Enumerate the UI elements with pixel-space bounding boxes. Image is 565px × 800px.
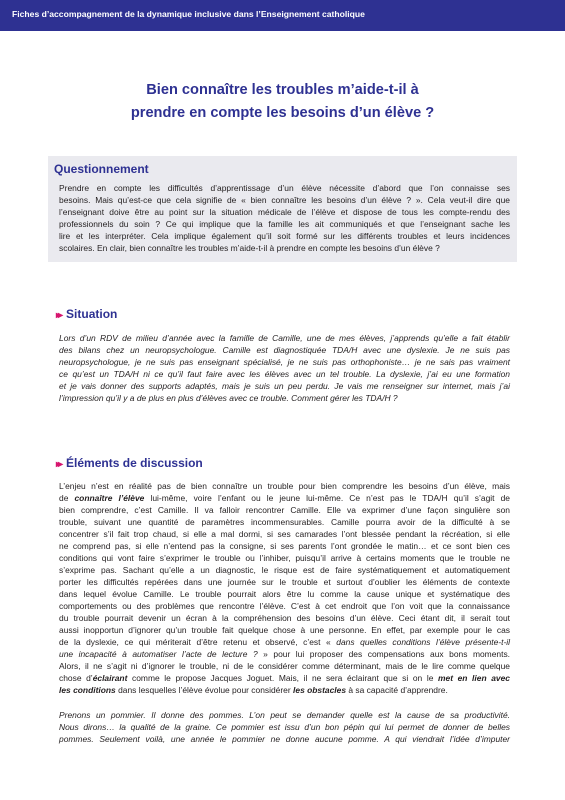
discussion-line: comportements ou des problèmes que rencontre l’élève. C’est à cet endroit que l’on voit que la connaissance	[59, 601, 510, 611]
discussion-line: ne comprend pas, si elle n’entend pas la consigne, si ses parents l’ont grondée le matin… et ce sont bien ces	[59, 541, 510, 551]
discussion-line: du trouble pourrait devenir un écran à la compréhension des besoins d’un élève. Ceci étant dit, il serait tout	[59, 613, 510, 623]
situation-line: des bilans chez un neuropsychologue. Camille est diagnostiquée TDA/H avec une dyslexie. Je ne suis pas	[59, 345, 510, 355]
questionnement-line: professionnels du soin ? Ce qui implique que la famille les ait communiqués et que l’enseignant sache les	[59, 219, 510, 229]
emphasis-text: éclairant	[92, 673, 128, 683]
double-arrow-icon: ▸▸	[56, 459, 61, 470]
double-arrow-icon: ▸▸	[56, 310, 61, 321]
discussion-line: aussi inopportun d’ignorer qu’un trouble fait quelque chose à une personne. En effet, par exemple pour le cas	[59, 625, 510, 635]
emphasis-text: les obstacles	[293, 685, 347, 695]
questionnement-heading: Questionnement	[54, 162, 149, 176]
situation-line: Lors d’un RDV de milieu d’année avec la famille de Camille, une de mes élèves, j’apprends qu’elle a fait établir	[59, 333, 510, 343]
discussion-line: trouble, suivant une quantité de paramètres incommensurables. Camille pourra avoir de la difficulté à se	[59, 517, 510, 527]
discussion-line: les conditions dans lesquelles l’élève évolue pour considérer les obstacles à sa capacité d’apprendre.	[59, 685, 448, 695]
discussion-line: bien comprendre, c’est Camille. Il va falloir rencontrer Camille. Elle va exprimer d’une façon singulière son	[59, 505, 510, 515]
situation-heading-label: Situation	[66, 307, 118, 321]
discussion-line: dans lequel évolue Camille. Le trouble pourrait alors être lu comme la cause unique et systématique des	[59, 589, 510, 599]
discussion-line: une incapacité à automatiser l’acte de lecture ? » pour lui proposer des compensations aux bons moments.	[59, 649, 511, 659]
italic-text: dans quelles conditions l’élève présente-t-il	[336, 637, 511, 647]
situation-line: neuropsychologue, je ne suis pas enseignant spécialisé, je ne suis pas orthophoniste… je ne sais pas vraiment	[59, 357, 510, 367]
situation-line: et je vais donner des supports adaptés, mais je suis un peu perdu. Je vais me renseigner sur internet, mais j’ai	[59, 381, 510, 391]
emphasis-text: met en lien avec	[438, 673, 510, 683]
discussion-line: chose d’éclairant comme le propose Jacques Joguet. Mais, il ne sera éclairant que si on le met en lien avec	[59, 673, 510, 683]
emphasis-text: connaître l’élève	[74, 493, 145, 503]
questionnement-line: l’enseignant doive être au point sur la situation médicale de l’élève et dispose de tous les compte-rendu des	[59, 207, 510, 217]
discussion-line: Alors, il ne s’agit ni d’ignorer le trouble, ni de le considérer comme déterminant, mais de le lire comme quelque	[59, 661, 510, 671]
discussion-line: de la dyslexie, ce qui mériterait d’être retenu et observé, c’est « dans quelles conditions l’élève présente-t-il	[59, 637, 511, 647]
page-title-line-1: Bien connaître les troubles m’aide-t-il à	[146, 82, 419, 98]
pommier-paragraph-line: pommes. Seulement voilà, une année le pommier ne donne aucune pomme. A qui viendrait l’idée d’imputer	[59, 734, 510, 744]
questionnement-line: scolaires. En clair, bien connaître les troubles m’aide-t-il à prendre en compte les besoins d’un élève ?	[59, 243, 440, 253]
discussion-heading-label: Éléments de discussion	[66, 456, 203, 470]
discussion-line: L’enjeu n’est en réalité pas de bien connaître un trouble pour bien comprendre les besoins d’un élève, mais	[59, 481, 510, 491]
situation-heading	[56, 307, 117, 321]
pommier-paragraph-line: Nous dirons… la qualité de la graine. Ce pommier est issu d’un bon pépin qui lui permet de donner de belles	[59, 722, 510, 732]
questionnement-line: Prendre en compte les difficultés d’apprentissage d’un élève nécessite d’abord que l’on connaisse ses	[59, 183, 510, 193]
discussion-line: de connaître l’élève lui-même, voire l’enfant ou le jeune lui-même. Ce n’est pas le TDA/H qu’il s’agit de	[59, 493, 510, 503]
discussion-line: s’exprime pas. Sachant qu’elle a un diagnostic, le risque est de faire systématiquement et automatiquement	[59, 565, 510, 575]
italic-text: une incapacité à automatiser l’acte de lecture ?	[59, 649, 258, 659]
header-text: Fiches d’accompagnement de la dynamique inclusive dans l’Enseignement catholique	[12, 9, 365, 19]
discussion-heading	[56, 456, 203, 470]
situation-line: l’impression qu’il y a de plus en plus d’élèves avec ce trouble. Comment gérer les TDA/H ?	[59, 393, 398, 403]
discussion-line: concentrer s’il fait trop chaud, si elle a mal dormi, si ses camarades l’ont blessée pendant la récréation, si elle	[59, 529, 510, 539]
pommier-paragraph-line: Prenons un pommier. Il donne des pommes. L’on peut se demander quelle est la cause de sa productivité.	[59, 710, 510, 720]
questionnement-line: besoins. Mais qu’est-ce que cela signifie de « bien connaître les besoins d’un élève ? ». Cela veut-il dire que	[59, 195, 510, 205]
discussion-line: conditions qui vont faire s’exprimer le trouble ou l’inhiber, puisqu’il arrive à certains moments que le trouble ne	[59, 553, 510, 563]
situation-line: ce qu’est un TDA/H ni ce qu’il faut faire avec les élèves avec un tel trouble. La dyslexie, j’ai eu une formation	[59, 369, 510, 379]
emphasis-text: les conditions	[59, 685, 116, 695]
questionnement-line: lire et les interpréter. Cela implique également qu’il soit formé sur les différents troubles et leurs incidences	[59, 231, 510, 241]
page-title-line-2: prendre en compte les besoins d’un élève ?	[130, 105, 435, 121]
discussion-line: porter les difficultés repérées dans une journée sur le trouble et surtout d’oublier les éléments de contexte	[59, 577, 510, 587]
